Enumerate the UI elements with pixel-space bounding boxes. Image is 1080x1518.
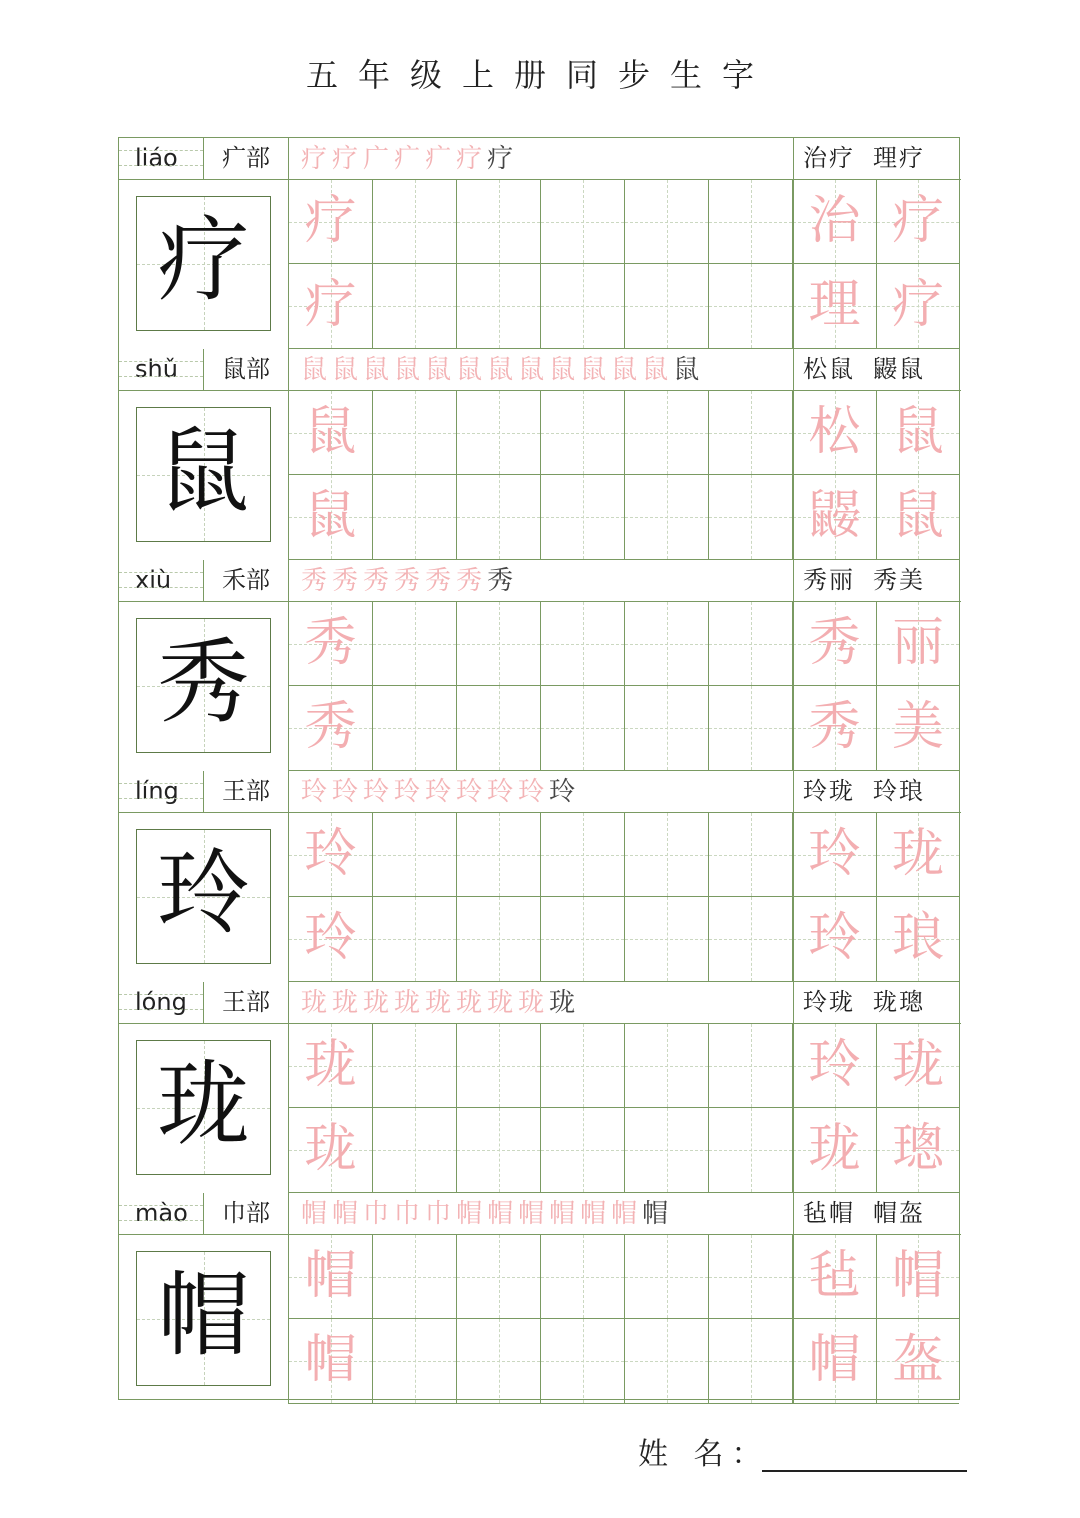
writing-cell[interactable] xyxy=(541,897,625,982)
main-character-box xyxy=(136,1040,271,1175)
word-trace-character: 美 xyxy=(891,697,944,757)
word-trace-character: 珑 xyxy=(808,1119,861,1179)
radical: 巾部 xyxy=(204,1193,289,1234)
stroke-step: 帽 xyxy=(518,1198,545,1229)
stroke-step: 巾 xyxy=(394,1198,421,1229)
stroke-step: 秀 xyxy=(456,565,483,596)
character-block xyxy=(119,349,961,560)
stroke-step: 玲 xyxy=(332,776,359,807)
trace-cell xyxy=(289,1235,373,1319)
writing-cell[interactable] xyxy=(709,475,793,560)
stroke-order xyxy=(301,982,580,1023)
writing-cell[interactable] xyxy=(541,1108,625,1193)
trace-character: 鼠 xyxy=(304,402,357,462)
pinyin: shǔ xyxy=(119,349,204,390)
example-word: 秀美 xyxy=(873,566,925,594)
divider xyxy=(793,1235,794,1404)
trace-character: 珑 xyxy=(304,1119,357,1179)
trace-character: 秀 xyxy=(304,613,357,673)
stroke-step: 鼠 xyxy=(487,354,514,385)
writing-cell[interactable] xyxy=(457,1024,541,1108)
radical: 王部 xyxy=(204,771,289,812)
word-trace-cell xyxy=(877,686,959,771)
writing-cell[interactable] xyxy=(457,475,541,560)
character-header-row xyxy=(119,349,961,391)
stroke-step: 秀 xyxy=(301,565,328,596)
example-word: 鼹鼠 xyxy=(873,355,925,383)
trace-cell xyxy=(289,264,373,349)
stroke-step: 帽 xyxy=(487,1198,514,1229)
stroke-step: 秀 xyxy=(394,565,421,596)
main-character-area xyxy=(119,1024,289,1193)
stroke-step: 玲 xyxy=(394,776,421,807)
name-blank-line xyxy=(762,1470,967,1472)
stroke-step: 鼠 xyxy=(425,354,452,385)
word-trace-cell xyxy=(877,180,959,264)
writing-cell[interactable] xyxy=(457,1319,541,1404)
word-trace-cell xyxy=(877,1319,959,1404)
character-block xyxy=(119,1193,961,1404)
divider xyxy=(793,1024,794,1193)
stroke-step: 秀 xyxy=(363,565,390,596)
writing-cell[interactable] xyxy=(625,897,709,982)
word-trace-character: 帽 xyxy=(891,1246,944,1306)
word-trace-character: 理 xyxy=(808,275,861,335)
trace-character: 玲 xyxy=(304,824,357,884)
word-trace-cell xyxy=(877,897,959,982)
word-trace-character: 琅 xyxy=(891,908,944,968)
word-trace-character: 松 xyxy=(808,402,861,462)
writing-cell[interactable] xyxy=(625,1319,709,1404)
example-word: 帽盔 xyxy=(873,1199,925,1227)
word-examples xyxy=(803,138,925,179)
word-trace-cell xyxy=(793,686,877,771)
stroke-step: 珑 xyxy=(332,987,359,1018)
writing-cell[interactable] xyxy=(625,180,709,264)
divider xyxy=(793,349,794,390)
writing-cell[interactable] xyxy=(373,813,457,897)
trace-character: 帽 xyxy=(304,1246,357,1306)
main-character-box xyxy=(136,829,271,964)
divider xyxy=(793,771,794,812)
divider xyxy=(793,180,794,349)
writing-cell[interactable] xyxy=(541,391,625,475)
divider xyxy=(793,560,794,601)
word-trace-cell xyxy=(793,897,877,982)
word-trace-cell xyxy=(877,813,959,897)
writing-cell[interactable] xyxy=(457,686,541,771)
character-header-row xyxy=(119,1193,961,1235)
stroke-order xyxy=(301,560,518,601)
example-word: 毡帽 xyxy=(803,1199,855,1227)
stroke-step: 秀 xyxy=(425,565,452,596)
writing-cell[interactable] xyxy=(457,813,541,897)
stroke-step: 鼠 xyxy=(456,354,483,385)
word-trace-character: 丽 xyxy=(891,613,944,673)
stroke-order xyxy=(301,349,704,390)
word-examples xyxy=(803,560,925,601)
stroke-step: 珑 xyxy=(456,987,483,1018)
word-trace-character: 治 xyxy=(808,191,861,251)
writing-cell[interactable] xyxy=(457,897,541,982)
word-trace-character: 玲 xyxy=(808,908,861,968)
pinyin: liáo xyxy=(119,138,204,179)
word-trace-cell xyxy=(793,602,877,686)
writing-cell[interactable] xyxy=(709,897,793,982)
writing-cell[interactable] xyxy=(625,1108,709,1193)
main-character-area xyxy=(119,180,289,349)
writing-cell[interactable] xyxy=(457,602,541,686)
word-trace-cell xyxy=(877,1108,959,1193)
pinyin: lóng xyxy=(119,982,204,1023)
writing-cell[interactable] xyxy=(373,897,457,982)
main-character: 帽 xyxy=(157,1262,250,1369)
writing-cell[interactable] xyxy=(625,1235,709,1319)
trace-character: 鼠 xyxy=(304,486,357,546)
divider xyxy=(793,138,794,179)
stroke-step: 疗 xyxy=(332,143,359,174)
word-trace-cell xyxy=(877,1235,959,1319)
word-trace-character: 鼹 xyxy=(808,486,861,546)
writing-cell[interactable] xyxy=(625,264,709,349)
stroke-step: 鼠 xyxy=(549,354,576,385)
writing-cell[interactable] xyxy=(625,475,709,560)
writing-cell[interactable] xyxy=(625,602,709,686)
character-block xyxy=(119,560,961,771)
pinyin: mào xyxy=(119,1193,204,1234)
stroke-step: 疒 xyxy=(394,143,421,174)
trace-character: 玲 xyxy=(304,908,357,968)
trace-cell xyxy=(289,686,373,771)
word-trace-character: 疗 xyxy=(891,191,944,251)
stroke-step: 鼠 xyxy=(580,354,607,385)
character-block xyxy=(119,138,961,349)
trace-cell xyxy=(289,1319,373,1404)
word-trace-character: 毡 xyxy=(808,1246,861,1306)
word-trace-character: 秀 xyxy=(808,697,861,757)
example-word: 玲珑 xyxy=(803,988,855,1016)
writing-cell[interactable] xyxy=(709,1319,793,1404)
trace-cell xyxy=(289,475,373,560)
writing-cell[interactable] xyxy=(457,391,541,475)
stroke-step: 广 xyxy=(363,143,390,174)
pinyin: xiù xyxy=(119,560,204,601)
radical: 王部 xyxy=(204,982,289,1023)
stroke-step: 鼠 xyxy=(673,354,700,385)
example-word: 玲琅 xyxy=(873,777,925,805)
stroke-step: 珑 xyxy=(363,987,390,1018)
divider xyxy=(793,1193,794,1234)
word-trace-character: 玲 xyxy=(808,1035,861,1095)
writing-cell[interactable] xyxy=(541,686,625,771)
stroke-step: 玲 xyxy=(363,776,390,807)
writing-cell[interactable] xyxy=(625,1024,709,1108)
word-trace-character: 鼠 xyxy=(891,402,944,462)
stroke-step: 鼠 xyxy=(301,354,328,385)
stroke-step: 鼠 xyxy=(611,354,638,385)
stroke-step: 玲 xyxy=(487,776,514,807)
character-header-row xyxy=(119,560,961,602)
main-character: 秀 xyxy=(157,629,250,736)
writing-cell[interactable] xyxy=(373,180,457,264)
writing-cell[interactable] xyxy=(541,475,625,560)
writing-cell[interactable] xyxy=(373,1235,457,1319)
writing-cell[interactable] xyxy=(709,813,793,897)
writing-cell[interactable] xyxy=(541,1024,625,1108)
stroke-step: 鼠 xyxy=(363,354,390,385)
stroke-order xyxy=(301,1193,673,1234)
writing-cell[interactable] xyxy=(457,264,541,349)
stroke-step: 帽 xyxy=(301,1198,328,1229)
trace-character: 秀 xyxy=(304,697,357,757)
word-trace-character: 璁 xyxy=(891,1119,944,1179)
stroke-step: 帽 xyxy=(611,1198,638,1229)
main-character-area xyxy=(119,602,289,771)
trace-cell xyxy=(289,180,373,264)
writing-cell[interactable] xyxy=(709,1235,793,1319)
writing-cell[interactable] xyxy=(709,180,793,264)
character-block xyxy=(119,982,961,1193)
writing-cell[interactable] xyxy=(457,180,541,264)
stroke-step: 珑 xyxy=(425,987,452,1018)
writing-cell[interactable] xyxy=(373,602,457,686)
stroke-step: 珑 xyxy=(487,987,514,1018)
divider xyxy=(793,602,794,771)
radical: 禾部 xyxy=(204,560,289,601)
writing-cell[interactable] xyxy=(373,1319,457,1404)
writing-cell[interactable] xyxy=(541,180,625,264)
writing-cell[interactable] xyxy=(709,1024,793,1108)
stroke-step: 帽 xyxy=(580,1198,607,1229)
main-character-area xyxy=(119,813,289,982)
divider xyxy=(793,391,794,560)
word-trace-character: 疗 xyxy=(891,275,944,335)
example-word: 珑璁 xyxy=(873,988,925,1016)
practice-grid xyxy=(118,137,960,1400)
stroke-step: 珑 xyxy=(549,987,576,1018)
word-trace-cell xyxy=(793,813,877,897)
writing-cell[interactable] xyxy=(541,602,625,686)
divider xyxy=(793,982,794,1023)
word-trace-cell xyxy=(877,602,959,686)
writing-cell[interactable] xyxy=(541,1235,625,1319)
word-trace-cell xyxy=(793,1319,877,1404)
stroke-step: 珑 xyxy=(518,987,545,1018)
stroke-step: 疗 xyxy=(301,143,328,174)
example-word: 玲珑 xyxy=(803,777,855,805)
writing-cell[interactable] xyxy=(373,475,457,560)
word-trace-character: 帽 xyxy=(808,1330,861,1390)
stroke-step: 帽 xyxy=(456,1198,483,1229)
word-examples xyxy=(803,1193,925,1234)
trace-character: 珑 xyxy=(304,1035,357,1095)
trace-cell xyxy=(289,391,373,475)
writing-cell[interactable] xyxy=(373,391,457,475)
writing-cell[interactable] xyxy=(373,1024,457,1108)
writing-cell[interactable] xyxy=(709,686,793,771)
stroke-step: 疗 xyxy=(456,143,483,174)
word-trace-cell xyxy=(877,264,959,349)
main-character: 玲 xyxy=(157,840,250,947)
main-character: 鼠 xyxy=(157,418,250,525)
word-trace-cell xyxy=(793,1024,877,1108)
trace-character: 疗 xyxy=(304,275,357,335)
stroke-step: 巾 xyxy=(363,1198,390,1229)
stroke-step: 珑 xyxy=(394,987,421,1018)
writing-cell[interactable] xyxy=(709,264,793,349)
page-title: 五年级上册同步生字 xyxy=(305,56,774,94)
example-word: 理疗 xyxy=(873,144,925,172)
word-trace-cell xyxy=(877,1024,959,1108)
name-label: 姓 名： xyxy=(638,1437,770,1472)
writing-cell[interactable] xyxy=(625,391,709,475)
writing-cell[interactable] xyxy=(457,1108,541,1193)
trace-cell xyxy=(289,1108,373,1193)
word-trace-cell xyxy=(793,180,877,264)
word-trace-character: 盔 xyxy=(891,1330,944,1390)
writing-cell[interactable] xyxy=(625,813,709,897)
divider xyxy=(793,813,794,982)
main-character-box xyxy=(136,1251,271,1386)
stroke-order xyxy=(301,771,580,812)
stroke-step: 帽 xyxy=(332,1198,359,1229)
word-trace-character: 珑 xyxy=(891,824,944,884)
stroke-step: 玲 xyxy=(425,776,452,807)
stroke-step: 珑 xyxy=(301,987,328,1018)
writing-cell[interactable] xyxy=(541,813,625,897)
word-examples xyxy=(803,982,925,1023)
pinyin: líng xyxy=(119,771,204,812)
writing-cell[interactable] xyxy=(373,264,457,349)
trace-character: 疗 xyxy=(304,191,357,251)
stroke-step: 帽 xyxy=(642,1198,669,1229)
stroke-step: 鼠 xyxy=(642,354,669,385)
stroke-step: 玲 xyxy=(549,776,576,807)
trace-cell xyxy=(289,602,373,686)
main-character: 珑 xyxy=(157,1051,250,1158)
radical: 鼠部 xyxy=(204,349,289,390)
writing-cell[interactable] xyxy=(373,1108,457,1193)
character-header-row xyxy=(119,982,961,1024)
stroke-step: 秀 xyxy=(332,565,359,596)
writing-cell[interactable] xyxy=(541,1319,625,1404)
main-character: 疗 xyxy=(157,207,250,314)
word-trace-cell xyxy=(793,391,877,475)
stroke-step: 帽 xyxy=(549,1198,576,1229)
writing-cell[interactable] xyxy=(625,686,709,771)
character-header-row xyxy=(119,138,961,180)
word-trace-cell xyxy=(793,1108,877,1193)
character-header-row xyxy=(119,771,961,813)
word-trace-character: 鼠 xyxy=(891,486,944,546)
word-trace-cell xyxy=(793,1235,877,1319)
word-trace-cell xyxy=(877,475,959,560)
writing-cell[interactable] xyxy=(373,686,457,771)
stroke-step: 鼠 xyxy=(332,354,359,385)
word-trace-cell xyxy=(877,391,959,475)
trace-cell xyxy=(289,1024,373,1108)
stroke-step: 疗 xyxy=(487,143,514,174)
word-trace-cell xyxy=(793,475,877,560)
trace-character: 帽 xyxy=(304,1330,357,1390)
stroke-step: 鼠 xyxy=(394,354,421,385)
writing-cell[interactable] xyxy=(709,602,793,686)
stroke-step: 鼠 xyxy=(518,354,545,385)
trace-cell xyxy=(289,897,373,982)
character-block xyxy=(119,771,961,982)
word-trace-cell xyxy=(793,264,877,349)
stroke-step: 秀 xyxy=(487,565,514,596)
stroke-step: 巾 xyxy=(425,1198,452,1229)
main-character-area xyxy=(119,391,289,560)
writing-cell[interactable] xyxy=(709,391,793,475)
word-trace-character: 秀 xyxy=(808,613,861,673)
example-word: 秀丽 xyxy=(803,566,855,594)
word-examples xyxy=(803,771,925,812)
stroke-order xyxy=(301,138,518,179)
example-word: 治疗 xyxy=(803,144,855,172)
writing-cell[interactable] xyxy=(709,1108,793,1193)
stroke-step: 玲 xyxy=(301,776,328,807)
word-trace-character: 玲 xyxy=(808,824,861,884)
writing-cell[interactable] xyxy=(457,1235,541,1319)
word-trace-character: 珑 xyxy=(891,1035,944,1095)
radical: 疒部 xyxy=(204,138,289,179)
stroke-step: 疒 xyxy=(425,143,452,174)
main-character-box xyxy=(136,196,271,331)
stroke-step: 玲 xyxy=(456,776,483,807)
main-character-box xyxy=(136,618,271,753)
main-character-area xyxy=(119,1235,289,1404)
writing-cell[interactable] xyxy=(541,264,625,349)
trace-cell xyxy=(289,813,373,897)
stroke-step: 玲 xyxy=(518,776,545,807)
word-examples xyxy=(803,349,925,390)
main-character-box xyxy=(136,407,271,542)
example-word: 松鼠 xyxy=(803,355,855,383)
